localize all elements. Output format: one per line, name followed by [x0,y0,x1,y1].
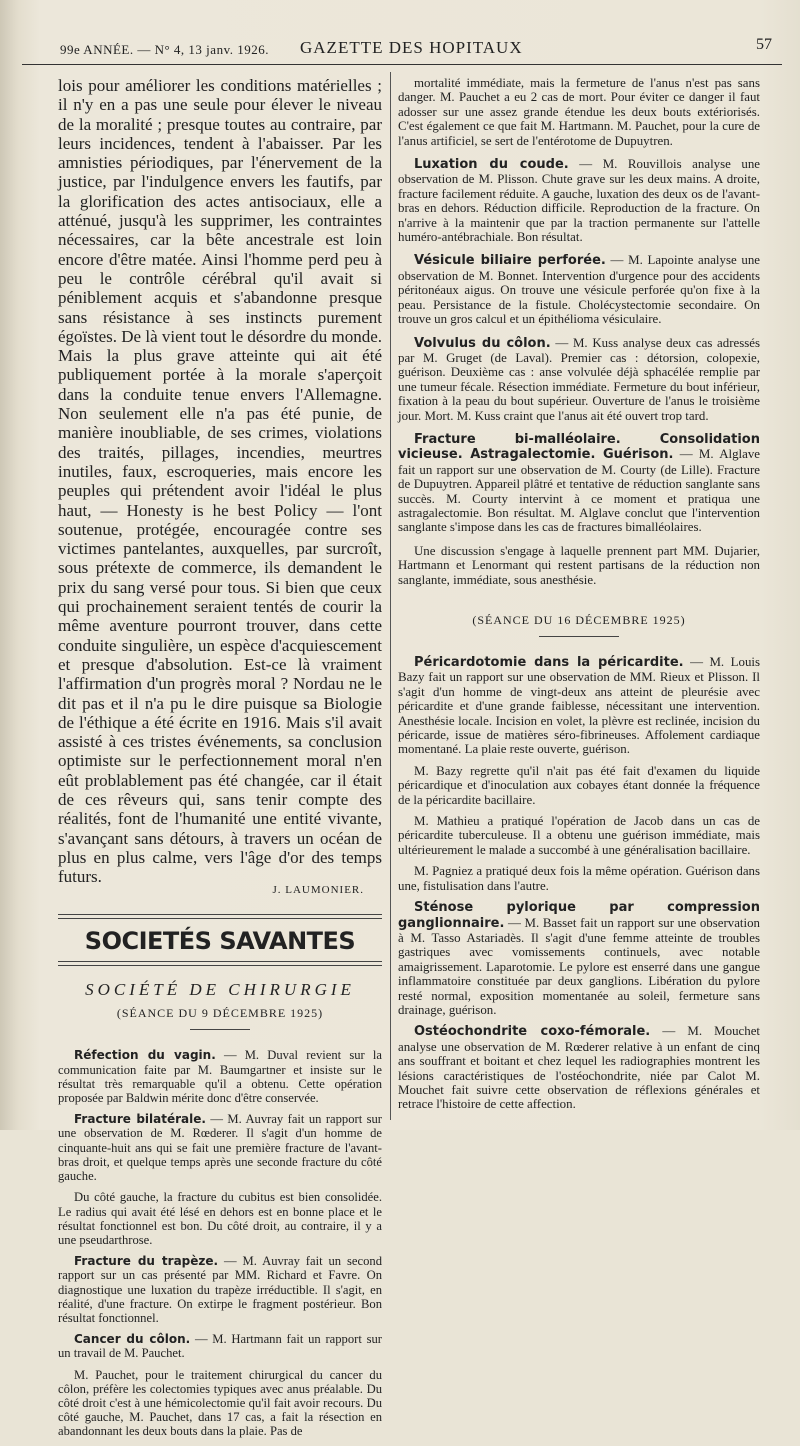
publication-title: GAZETTE DES HOPITAUX [300,38,523,57]
report-text: — M. Auvray fait un second rapport sur un cas présenté par MM. Richard et Favre. On diagnostique une luxation du trapèze irréductible. Il s'agit, en réalité, d'une fracture. On extirpe le fragment postérieur. Bon résultat fonctionnel. [58,1254,382,1325]
report-paragraph [398,544,760,587]
report-paragraph [58,1332,382,1360]
report-paragraph [398,814,760,857]
header-rule [22,64,782,65]
column-divider [390,72,391,1120]
society-title: SOCIÉTÉ DE CHIRURGIE [85,980,355,1000]
report-heading: Réfection du vagin. [74,1048,216,1063]
report-paragraph [58,1190,382,1247]
report-paragraph [398,900,760,1017]
right-column [398,76,760,1119]
section-title: SOCIETÉS SAVANTES [84,927,356,956]
report-heading: Fracture du trapèze. [74,1254,219,1269]
report-text: Du côté gauche, la fracture du cubitus est bien consolidée. Le radius qui avait été lésé en dehors est en bonne place et le résultat fonctionnel est bon. Du côté droit, au contraire, il y a une pseudarthrose. [58,1190,382,1247]
report-paragraph [58,1112,382,1183]
report-paragraph [398,864,760,893]
report-text: — M. Auvray fait un rapport sur une observation de M. Rœderer. Il s'agit d'un homme de cinquante-huit ans qui se fait une première fracture de l'avant-bras droit, et quelque temps après une seconde fracture du côté gauche. [58,1112,382,1184]
page-number: 57 [756,36,772,53]
report-text: mortalité immédiate, mais la fermeture de l'anus n'est pas sans danger. M. Pauchet a eu 2 cas de mort. Pour éviter ce danger il faut adosser sur une assez grande étendue les deux bouts extériorisés. C'est également ce que fait M. Hartmann. M. Pauchet, pour la cure de l'anus artificiel, se sert de l'entérotome de Dupuytren. [398,76,760,148]
report-paragraph [398,1024,760,1111]
article-body: lois pour améliorer les conditions matérielles ; il n'y en a pas une seule pour élever le niveau de la moralité ; presque toutes au contraire, par leurs incidences, tendent à l'abaisser. Par les amnisties périodiques, par l'énervement de la justice, par l'indulgence envers les fautifs, par la glorification des actes antisociaux, elle a atténué, jusqu'à les supprimer, les contraintes nécessaires, car la bête ancestrale est loin encore d'être matée. Ainsi l'homme perd peu à peu le contrôle cérébral qu'il avait si péniblement acquis et s'abandonne presque sans résistance à ses instincts purement égoïstes. De là vient tout le désordre du monde. Mais la plus grave atteinte qui ait été publiquement portée à la morale s'aperçoit dans la conduite tenue envers l'Allemagne. Non seulement elle n'a pas été punie, de manière inoubliable, de ses crimes, violations des traités, pillages, incendies, meurtres inutiles, faux, escroqueries, mais encore les peuples qui prétendent avoir l'idéal le plus haut, — Honesty is he best Policy — l'ont soutenue, protégée, encouragée contre ses victimes pantelantes, auxquelles, par surcroît, sous prétexte de commerce, ils demandent le prix du sang versé pour tous. Si bien que ceux qui prochainement seraient tentés de courir la même aventure pourront trouver, dans cette conduite singulière, un espèce d'acquiescement et presque d'absolution. Est-ce là vraiment l'affirmation d'un progrès moral ? Nordau ne le dit pas et il n'a pu le dire puisque sa Biologie de l'éthique a été écrite en 1916. Mais s'il avait assisté à ces tristes événements, sa conclusion optimiste sur le perfectionnement moral n'en eût problablement pas été changée, car il était de ces rêveurs qui, sans tenir compte des réalités, font de l'humanité une entité vivante, s'avançant sans détours, à travers un océan de plus en plus calme, vers l'âge d'or des temps futurs. [58,76,382,887]
report-paragraph [58,1368,382,1439]
report-text: — M. Rouvillois analyse une observation de M. Plisson. Chute grave sur les deux mains. A droite, fracture facilement réduite. A gauche, luxation des deux os de l'avant-bras en dehors. Réduction difficile. Reproduction de la fracture. On n'arrive à la maintenir que par la traction permanente sur l'attelle huméro-antébrachiale. Bon résultat. [398,157,760,245]
short-rule [539,636,619,637]
report-text: M. Mathieu a pratiqué l'opération de Jacob dans un cas de péricardite tuberculeuse. Il a obtenu une guérison immédiate, mais ultérieurement le malade a succombé à une généralisation bacillaire. [398,814,760,857]
report-text: — M. Basset fait un rapport sur une observation à M. Tasso Astariadès. Il s'agit d'une femme atteinte de troubles gastriques avec vomissements continuels, avec notable amaigrissement. Laparotomie. Le pylore est enserré dans une gangue inflammatoire constituée par deux ganglions. Libération du pylore resté normal, exposition momentanée au soleil, fermeture sans drainage, guérison. [398,915,760,1017]
report-heading: Vésicule biliaire perforée. [414,253,606,269]
session-date: (SÉANCE DU 9 DÉCEMBRE 1925) [116,1006,324,1021]
short-rule [190,1029,250,1030]
report-text: M. Pagniez a pratiqué deux fois la même opération. Guérison dans une, fistulisation dans l'autre. [398,864,760,893]
report-heading: Volvulus du côlon. [414,335,551,351]
report-list [398,76,760,587]
report-text: M. Pauchet, pour le traitement chirurgical du cancer du côlon, préfère les colectomies typiques avec anus préalable. Du côté droit c'est à une hémicolectomie qu'il fait avoir recours. Du côté gauche, M. Pauchet, dans 17 cas, a fait la résection en abandonnant les deux bouts dans la plaie. Pas de [58,1367,382,1439]
report-heading: Ostéochondrite coxo-fémorale. [414,1024,651,1040]
issue-info: 99e ANNÉE. — N° 4, 13 janv. 1926. [60,42,269,57]
report-text: M. Bazy regrette qu'il n'ait pas été fait d'examen du liquide péricardique et d'inoculation aux cobayes étant donnée la fréquence de la péricardite bacillaire. [398,763,760,807]
report-paragraph [398,157,760,244]
report-text: — M. Hartmann fait un rapport sur un travail de M. Pauchet. [58,1332,382,1361]
report-paragraph [398,336,760,423]
report-text: — M. Mouchet analyse une observation de M. Rœderer relative à un enfant de cinq ans souffrant et boitant et chez lequel les radiographies montrent les lésions caractéristiques de l'ostéochondrite, niée par Calot M. Mouchet fait suivre cette observation de réflexions générales et retrace l'histoire de cette affection. [398,1024,760,1112]
report-heading: Fracture bi-malléolaire. Consolidation vicieuse. Astragalectomie. Guérison. [398,431,760,463]
report-text: — M. Duval revient sur la communication faite par M. Baumgartner et insiste sur le résultat très remarquable qu'il a obtenu. Cette opération proposée par Baldwin mérite donc d'être conservée. [58,1048,382,1106]
report-paragraph [398,432,760,535]
report-heading: Luxation du coude. [414,157,569,173]
report-heading: Péricardotomie dans la péricardite. [414,655,684,670]
report-heading: Fracture bilatérale. [74,1112,206,1127]
report-paragraph [398,76,760,148]
report-list [58,1048,382,1438]
report-paragraph [398,764,760,807]
article-signature: J. LAUMONIER. [272,884,364,897]
report-heading: Cancer du côlon. [74,1332,191,1347]
report-text: — M. Alglave fait un rapport sur une observation de M. Courty (de Lille). Fracture de Dupuytren. Appareil plâtré et tentative de réduction sanglante sans succès. M. Courty intervint à ce moment et pratiqua une astragalectomie. Bon résultat. M. Alglave conclut que l'intervention sanglante s'impose dans les cas de fractures bimalléolaires. [398,447,760,535]
report-heading: Sténose pylorique par compression ganglionnaire. [398,900,760,931]
section-rule-bottom [58,961,382,966]
section-rule-top [58,914,382,919]
report-paragraph [398,253,760,326]
report-text: Une discussion s'engage à laquelle prennent part MM. Dujarier, Hartmann et Lenormant qui restent partisans de la réduction non sanglante, immédiate, sous anesthésie. [398,543,760,587]
report-paragraph [58,1254,382,1325]
report-text: — M. Louis Bazy fait un rapport sur une observation de MM. Rieux et Plisson. Il s'agit d'un homme de vingt-deux ans atteint de pleurésie avec péricardite et d'une grande faiblesse, nécessitant une intervention. Anesthésie locale. Incision en volet, la plèvre est reclinée, incision du péricarde, issue de matières séro-fibrineuses. Affolement cardiaque momentané. La plaie reste ouverte, guérison. [398,655,760,757]
report-text: — M. Lapointe analyse une observation de M. Bonnet. Intervention d'urgence pour des accidents péritonéaux aigus. On trouve une vésicule perforée qu'on fixe à la peau. Persistance de la fistule. Cholécystectomie secondaire. On trouve un gros calcul et un épithélioma vésiculaire. [398,253,760,327]
page-header [60,36,780,60]
report-paragraph [398,655,760,757]
report-paragraph [58,1048,382,1105]
report-list [398,655,760,1112]
session-date: (SÉANCE DU 16 DÉCEMBRE 1925) [472,613,686,627]
left-column [58,76,382,1446]
report-text: — M. Kuss analyse deux cas adressés par M. Gruget (de Laval). Premier cas : détorsion, colopexie, guérison. Deuxième cas : anse volvulée déjà sphacélée remplie par une tumeur fécale. Résection immédiate. Fermeture du bout inférieur, fixation à la peau du bout supérieur. Ouverture de l'anus le troisième jour. Mort. M. Kuss craint que l'anus ait été ouvert trop tard. [398,335,760,423]
